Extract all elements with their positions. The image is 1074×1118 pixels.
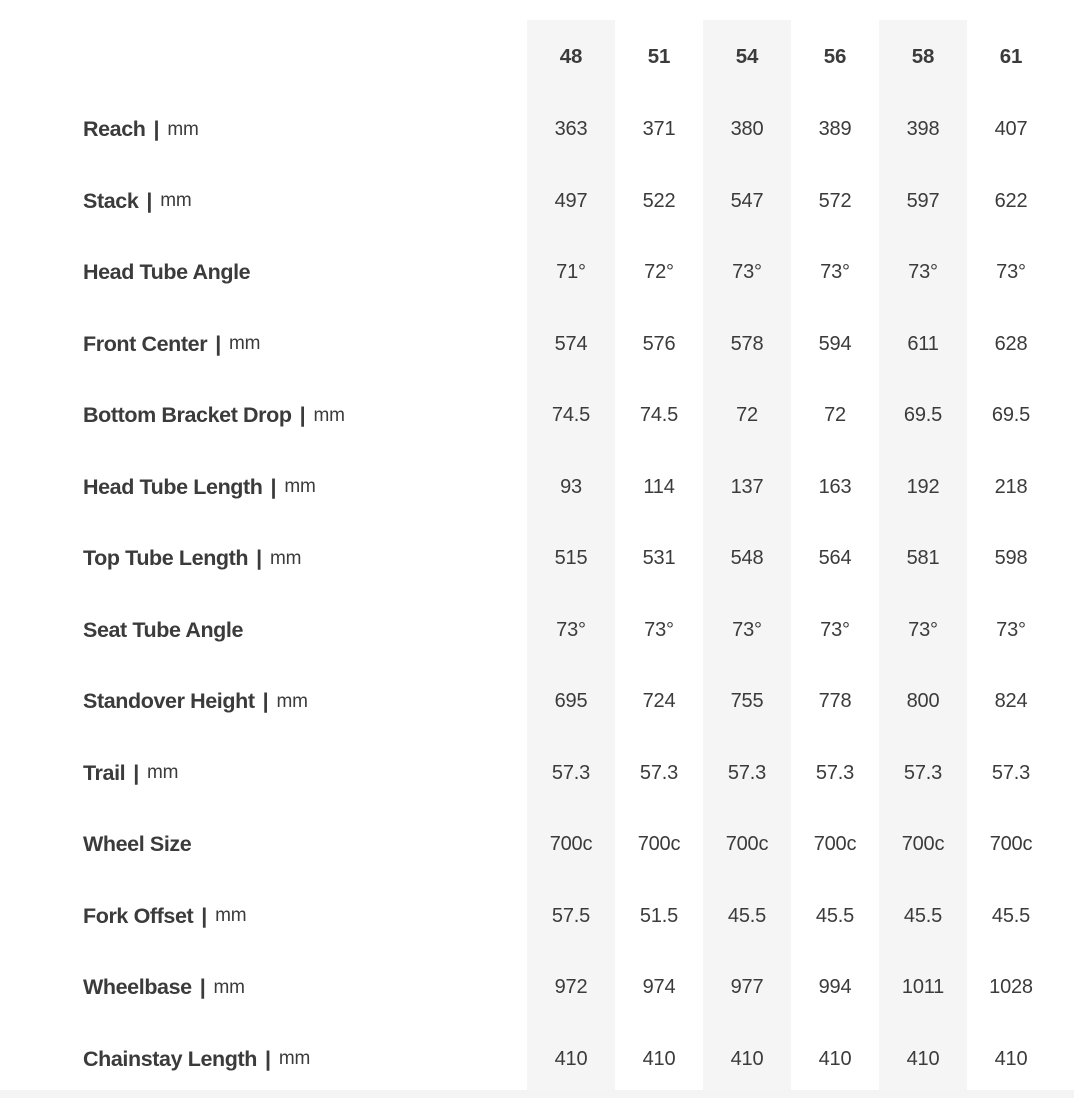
value-cell	[615, 523, 703, 595]
value-text: 1011	[901, 976, 945, 999]
value-cell	[615, 952, 703, 1024]
value-cell	[703, 237, 791, 309]
value-text: 407	[994, 118, 1028, 141]
row-unit-label: mm	[213, 976, 245, 998]
size-label: 48	[559, 45, 583, 68]
row-unit-label: mm	[313, 404, 345, 426]
value-cell	[527, 166, 615, 238]
value-cell	[527, 94, 615, 166]
value-cell	[703, 309, 791, 381]
row-label	[0, 952, 527, 1024]
table-row	[0, 452, 1074, 524]
value-cell	[791, 595, 879, 667]
row-label-text: Front Center	[83, 331, 208, 356]
value-text: 73°	[996, 618, 1026, 641]
row-label	[0, 166, 527, 238]
value-cell	[967, 809, 1055, 881]
value-cell	[703, 881, 791, 953]
value-text: 45.5	[727, 904, 767, 927]
value-text: 622	[994, 189, 1028, 212]
row-label-text: Top Tube Length	[83, 546, 249, 571]
value-text: 700c	[901, 833, 945, 856]
value-text: 628	[994, 332, 1028, 355]
value-text: 371	[642, 118, 676, 141]
row-unit-label: mm	[276, 690, 308, 712]
value-text: 800	[906, 690, 940, 713]
value-text: 598	[994, 547, 1028, 570]
value-text: 72	[736, 404, 758, 427]
row-label	[0, 666, 527, 738]
header-corner-cell	[0, 20, 527, 94]
value-cell	[615, 452, 703, 524]
value-cell	[879, 952, 967, 1024]
value-cell	[879, 1024, 967, 1091]
value-text: 73°	[908, 261, 938, 284]
row-label	[0, 1024, 527, 1091]
value-cell	[615, 809, 703, 881]
value-cell	[527, 309, 615, 381]
value-cell	[967, 309, 1055, 381]
value-text: 581	[906, 547, 940, 570]
row-unit-label: mm	[270, 547, 302, 569]
size-column-header	[527, 20, 615, 94]
value-text: 73°	[556, 618, 586, 641]
value-text: 410	[818, 1047, 852, 1070]
value-text: 410	[642, 1047, 676, 1070]
value-text: 73°	[996, 261, 1026, 284]
table-header-row	[0, 20, 1074, 94]
value-text: 398	[906, 118, 940, 141]
label-unit-separator-bar: |	[262, 689, 269, 714]
value-cell	[791, 952, 879, 1024]
size-column-header	[791, 20, 879, 94]
value-cell	[615, 166, 703, 238]
value-cell	[879, 666, 967, 738]
value-cell	[967, 237, 1055, 309]
row-label-text: Trail	[83, 760, 126, 785]
value-text: 700c	[813, 833, 857, 856]
value-cell	[967, 881, 1055, 953]
size-label: 51	[647, 45, 671, 68]
value-cell	[527, 452, 615, 524]
geometry-page	[0, 20, 1074, 1098]
table-row	[0, 380, 1074, 452]
value-cell	[703, 523, 791, 595]
label-unit-separator-bar: |	[299, 403, 306, 428]
row-unit-label: mm	[147, 762, 179, 784]
value-cell	[791, 809, 879, 881]
geometry-table	[0, 20, 1074, 1090]
value-text: 576	[642, 332, 676, 355]
value-text: 389	[818, 118, 852, 141]
value-text: 57.3	[991, 761, 1031, 784]
value-text: 57.3	[727, 761, 767, 784]
value-cell	[879, 166, 967, 238]
row-label	[0, 809, 527, 881]
value-cell	[791, 166, 879, 238]
value-cell	[791, 1024, 879, 1091]
value-text: 74.5	[639, 404, 679, 427]
value-text: 73°	[908, 618, 938, 641]
value-text: 73°	[732, 618, 762, 641]
value-cell	[879, 595, 967, 667]
value-cell	[791, 881, 879, 953]
value-text: 594	[818, 332, 852, 355]
row-label-text: Wheelbase	[83, 975, 192, 1000]
value-cell	[615, 94, 703, 166]
row-label	[0, 452, 527, 524]
value-text: 51.5	[639, 904, 679, 927]
value-cell	[703, 1024, 791, 1091]
value-text: 724	[642, 690, 676, 713]
value-cell	[527, 738, 615, 810]
value-cell	[967, 1024, 1055, 1091]
value-text: 972	[554, 976, 588, 999]
value-cell	[879, 237, 967, 309]
row-label-text: Standover Height	[83, 689, 255, 714]
table-row	[0, 523, 1074, 595]
value-text: 700c	[725, 833, 769, 856]
value-cell	[879, 452, 967, 524]
value-cell	[703, 94, 791, 166]
value-cell	[703, 952, 791, 1024]
row-label	[0, 738, 527, 810]
row-label	[0, 309, 527, 381]
value-text: 45.5	[815, 904, 855, 927]
row-unit-label: mm	[160, 190, 192, 212]
value-text: 72°	[644, 261, 674, 284]
value-text: 72	[824, 404, 846, 427]
value-text: 57.3	[639, 761, 679, 784]
table-row	[0, 237, 1074, 309]
row-label	[0, 94, 527, 166]
row-label	[0, 595, 527, 667]
label-unit-separator-bar: |	[264, 1046, 271, 1071]
row-label-text: Bottom Bracket Drop	[83, 403, 292, 428]
table-row	[0, 809, 1074, 881]
size-label: 61	[999, 45, 1023, 68]
table-row	[0, 952, 1074, 1024]
row-label-text: Head Tube Length	[83, 474, 263, 499]
value-cell	[527, 666, 615, 738]
value-text: 45.5	[991, 904, 1031, 927]
value-cell	[791, 237, 879, 309]
value-cell	[615, 237, 703, 309]
value-cell	[527, 595, 615, 667]
row-unit-label: mm	[167, 118, 199, 140]
row-label-text: Stack	[83, 188, 139, 213]
value-text: 755	[730, 690, 764, 713]
label-unit-separator-bar: |	[270, 474, 277, 499]
table-row	[0, 166, 1074, 238]
table-row	[0, 666, 1074, 738]
value-cell	[615, 881, 703, 953]
value-cell	[527, 881, 615, 953]
value-text: 114	[643, 475, 675, 498]
value-cell	[703, 166, 791, 238]
size-column-header	[615, 20, 703, 94]
value-text: 531	[642, 547, 676, 570]
value-text: 57.3	[903, 761, 943, 784]
value-cell	[967, 452, 1055, 524]
value-text: 522	[642, 189, 676, 212]
value-text: 45.5	[903, 904, 943, 927]
label-unit-separator-bar: |	[215, 331, 222, 356]
value-cell	[967, 523, 1055, 595]
value-text: 218	[994, 475, 1028, 498]
value-cell	[615, 738, 703, 810]
row-label	[0, 380, 527, 452]
value-cell	[527, 380, 615, 452]
value-text: 700c	[637, 833, 681, 856]
value-cell	[967, 166, 1055, 238]
value-text: 57.3	[551, 761, 591, 784]
value-text: 93	[560, 475, 582, 498]
value-text: 192	[906, 475, 940, 498]
value-text: 547	[730, 189, 764, 212]
value-text: 363	[554, 118, 588, 141]
size-label: 58	[911, 45, 935, 68]
value-text: 1028	[989, 976, 1033, 999]
row-label	[0, 237, 527, 309]
value-cell	[703, 452, 791, 524]
table-row	[0, 94, 1074, 166]
table-row	[0, 309, 1074, 381]
value-cell	[527, 1024, 615, 1091]
value-cell	[615, 309, 703, 381]
row-label-text: Chainstay Length	[83, 1046, 257, 1071]
value-cell	[791, 380, 879, 452]
value-text: 597	[906, 189, 940, 212]
value-text: 410	[730, 1047, 764, 1070]
value-text: 74.5	[551, 404, 591, 427]
size-column-header	[879, 20, 967, 94]
value-cell	[791, 452, 879, 524]
value-text: 695	[554, 690, 588, 713]
value-cell	[879, 738, 967, 810]
value-cell	[967, 738, 1055, 810]
value-text: 977	[730, 976, 764, 999]
value-text: 574	[554, 332, 588, 355]
value-cell	[703, 595, 791, 667]
value-text: 994	[818, 976, 852, 999]
value-text: 578	[730, 332, 764, 355]
value-text: 73°	[820, 261, 850, 284]
value-cell	[791, 309, 879, 381]
row-label-text: Wheel Size	[83, 832, 192, 857]
row-label	[0, 881, 527, 953]
value-cell	[527, 809, 615, 881]
value-text: 73°	[644, 618, 674, 641]
row-unit-label: mm	[215, 905, 247, 927]
value-text: 57.3	[815, 761, 855, 784]
size-column-header	[703, 20, 791, 94]
value-cell	[527, 952, 615, 1024]
value-text: 548	[730, 547, 764, 570]
size-label: 56	[823, 45, 847, 68]
value-text: 564	[818, 547, 852, 570]
row-unit-label: mm	[278, 1048, 311, 1070]
value-text: 73°	[820, 618, 850, 641]
value-cell	[879, 881, 967, 953]
value-text: 410	[906, 1047, 940, 1070]
row-label-text: Fork Offset	[83, 903, 194, 928]
value-text: 497	[554, 189, 588, 212]
value-cell	[967, 595, 1055, 667]
label-unit-separator-bar: |	[256, 546, 262, 571]
value-cell	[879, 809, 967, 881]
value-cell	[967, 666, 1055, 738]
row-label-text: Reach	[83, 117, 146, 142]
value-cell	[527, 237, 615, 309]
row-unit-label: mm	[229, 333, 261, 355]
value-text: 700c	[989, 833, 1033, 856]
value-text: 73°	[732, 261, 762, 284]
row-label-text: Seat Tube Angle	[83, 617, 244, 642]
size-column-header	[967, 20, 1055, 94]
row-label-text: Head Tube Angle	[83, 260, 251, 285]
value-text: 410	[994, 1047, 1028, 1070]
label-unit-separator-bar: |	[146, 188, 153, 213]
value-cell	[615, 595, 703, 667]
value-text: 137	[730, 475, 764, 498]
value-text: 572	[818, 189, 852, 212]
value-text: 380	[730, 118, 764, 141]
table-row	[0, 1024, 1074, 1091]
value-text: 71°	[556, 261, 586, 284]
value-cell	[791, 666, 879, 738]
value-cell	[791, 523, 879, 595]
value-cell	[615, 666, 703, 738]
label-unit-separator-bar: |	[133, 760, 140, 785]
value-cell	[879, 309, 967, 381]
value-cell	[967, 94, 1055, 166]
row-unit-label: mm	[284, 476, 316, 498]
value-text: 410	[554, 1047, 588, 1070]
value-cell	[791, 738, 879, 810]
value-cell	[703, 809, 791, 881]
table-row	[0, 595, 1074, 667]
value-text: 69.5	[991, 404, 1031, 427]
value-text: 700c	[549, 833, 593, 856]
label-unit-separator-bar: |	[201, 903, 208, 928]
bottom-strip	[0, 1090, 1074, 1098]
value-cell	[703, 666, 791, 738]
value-text: 611	[907, 332, 939, 355]
value-text: 974	[642, 976, 676, 999]
value-cell	[703, 380, 791, 452]
value-cell	[527, 523, 615, 595]
table-row	[0, 881, 1074, 953]
value-text: 163	[818, 475, 852, 498]
value-text: 824	[994, 690, 1028, 713]
value-text: 515	[554, 547, 588, 570]
size-label: 54	[735, 45, 759, 68]
label-unit-separator-bar: |	[153, 117, 160, 142]
value-cell	[967, 952, 1055, 1024]
value-cell	[791, 94, 879, 166]
value-cell	[879, 523, 967, 595]
table-row	[0, 738, 1074, 810]
row-label	[0, 523, 527, 595]
value-cell	[879, 380, 967, 452]
value-text: 778	[818, 690, 852, 713]
label-unit-separator-bar: |	[199, 975, 206, 1000]
value-cell	[615, 1024, 703, 1091]
value-cell	[615, 380, 703, 452]
value-text: 57.5	[551, 904, 591, 927]
value-cell	[703, 738, 791, 810]
value-text: 69.5	[903, 404, 943, 427]
value-cell	[879, 94, 967, 166]
value-cell	[967, 380, 1055, 452]
